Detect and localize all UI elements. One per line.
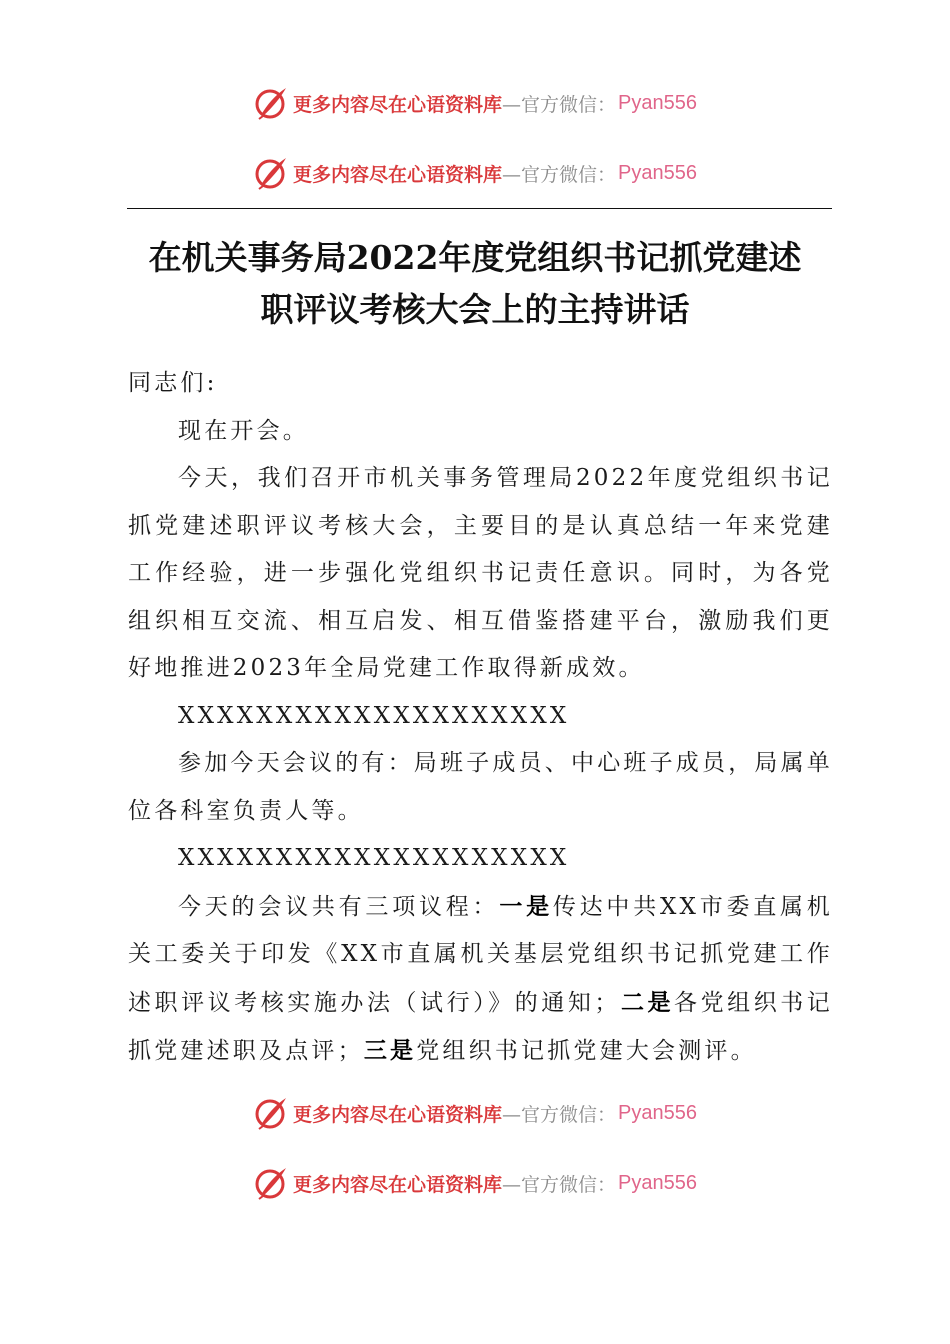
document-body xyxy=(128,360,833,1076)
agenda-item-2-mark: 二是 xyxy=(620,988,675,1016)
banner-wechat-id: Pyan556 xyxy=(618,1101,697,1124)
banner-brand-text: 更多内容尽在心语资料库 xyxy=(293,1103,503,1126)
title-line-1: 在机关事务局2022年度党组织书记抓党建述 xyxy=(148,238,802,277)
banner-brand-text: 更多内容尽在心语资料库 xyxy=(293,1173,503,1196)
paragraph-6 xyxy=(128,883,833,1076)
agenda-item-1: 传达中共XX市委直属机关工委关于印发《XX市直属机关基层党组织书记抓党建工作述职评议考核实施办法（试行）》的通知； xyxy=(128,893,834,1016)
paragraph-5: XXXXXXXXXXXXXXXXXXXX xyxy=(178,845,570,871)
watermark-banner-top-1 xyxy=(0,83,950,123)
agenda-item-2: 各党组织书记抓党建述职及点评； xyxy=(128,989,833,1064)
banner-wechat-id: Pyan556 xyxy=(618,91,697,114)
paragraph-2: 今天，我们召开市机关事务管理局2022年度党组织书记抓党建述职评议考核大会，主要目的是认真总结一年来党建工作经验，进一步强化党组织书记责任意识。同时，为各党组织相互交流、相互启发、相互借鉴搭建平台，激励我们更好地推进2023年全局党建工作取得新成效。 xyxy=(128,465,833,681)
agenda-item-3-mark: 三是 xyxy=(363,1037,417,1064)
header-divider xyxy=(127,208,832,209)
banner-wechat-label: —官方微信： xyxy=(502,163,617,186)
paragraph-3: XXXXXXXXXXXXXXXXXXXX xyxy=(178,702,570,729)
watermark-banner-bottom-1 xyxy=(0,1093,950,1133)
watermark-banner-top-2 xyxy=(0,153,950,193)
agenda-lead: 今天的会议共有三项议程： xyxy=(178,893,500,920)
quill-pen-circle-icon xyxy=(253,1095,289,1131)
banner-wechat-id: Pyan556 xyxy=(618,161,697,184)
banner-wechat-id: Pyan556 xyxy=(618,1171,697,1194)
quill-pen-circle-icon xyxy=(253,1165,289,1201)
quill-pen-circle-icon xyxy=(253,85,289,121)
salutation: 同志们: xyxy=(128,370,218,396)
title-line-2: 职评议考核大会上的主持讲话 xyxy=(260,290,690,329)
banner-brand-text: 更多内容尽在心语资料库 xyxy=(293,163,503,186)
banner-wechat-label: —官方微信： xyxy=(502,1103,617,1126)
agenda-item-1-mark: 一是 xyxy=(499,892,553,920)
agenda-item-3: 党组织书记抓党建大会测评。 xyxy=(416,1038,757,1064)
banner-brand-text: 更多内容尽在心语资料库 xyxy=(293,93,503,116)
paragraph-4: 参加今天会议的有：局班子成员、中心班子成员，局属单位各科室负责人等。 xyxy=(128,750,833,824)
quill-pen-circle-icon xyxy=(253,155,289,191)
document-title xyxy=(100,232,850,336)
watermark-banner-bottom-2 xyxy=(0,1163,950,1203)
banner-wechat-label: —官方微信： xyxy=(502,93,617,116)
paragraph-1: 现在开会。 xyxy=(178,417,309,444)
banner-wechat-label: —官方微信： xyxy=(502,1173,617,1196)
